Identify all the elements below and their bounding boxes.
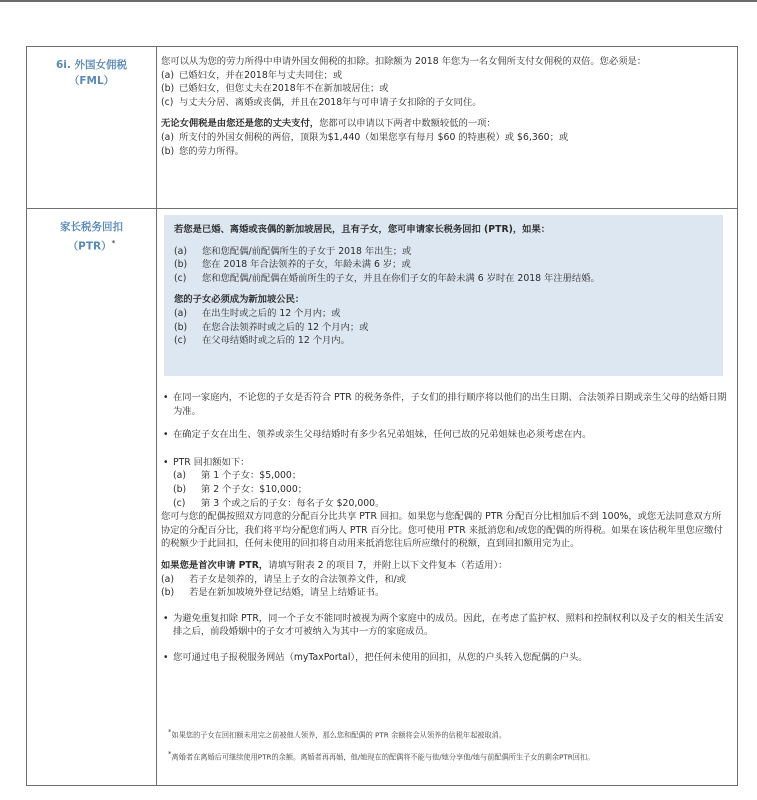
ptr-citizen-list <box>174 307 713 348</box>
fml-condition-b <box>161 82 729 96</box>
list-text: 已婚妇女，但您丈夫在2018年不在新加坡居住；或 <box>179 83 389 95</box>
list-key: (a) <box>161 573 174 585</box>
list-item <box>161 586 727 600</box>
bullet-text: 在确定子女在出生、领养或亲生父母结婚时有多少名兄弟姐妹，任何已故的兄弟姐妹也必须考虑在内。 <box>173 429 592 441</box>
list-text: 若子女是领养的，请呈上子女的合法领养文件，和/或 <box>189 573 406 585</box>
ptr-bullet-duplicate <box>161 612 727 639</box>
bullet-icon: • <box>163 429 169 441</box>
list-item <box>174 321 713 335</box>
fml-content <box>161 55 729 158</box>
list-key: (b) <box>174 321 188 333</box>
list-text: 已婚妇女，并在2018年与丈夫同住；或 <box>179 69 343 81</box>
bullet-icon: • <box>163 392 169 403</box>
list-key: (a) <box>174 307 187 319</box>
list-key: (a) <box>173 470 186 482</box>
list-item <box>174 307 713 321</box>
footnote-text: 如果您的子女在回扣额未用完之前被他人领养，那么您和配偶的 PTR 余额将会从领养的估税年起被取消。 <box>171 730 507 740</box>
list-text: 第 1 个子女：$5,000； <box>201 470 302 482</box>
list-text: 与丈夫分居、离婚或丧偶，并且在2018年与可申请子女扣除的子女同住。 <box>179 96 482 108</box>
list-key: (c) <box>161 96 174 108</box>
fml-condition-a <box>161 69 729 83</box>
list-item <box>161 573 727 587</box>
list-text: 您的劳力所得。 <box>179 145 245 157</box>
bullet-icon: • <box>163 456 169 468</box>
ptr-label-line2 <box>27 235 156 255</box>
fml-rule-rest: 您都可以申请以下两者中数额较低的一项： <box>319 118 496 130</box>
ptr-panel-title: 若您是已婚、离婚或丧偶的新加坡居民，且有子女，您可申请家长税务回扣 (PTR)，如果： <box>174 224 551 235</box>
ptr-bullet-transfer <box>161 651 727 665</box>
list-key: (c) <box>174 335 187 347</box>
bullet-icon: • <box>163 651 169 663</box>
fml-label-line1: 6i. 外国女佣税 <box>55 59 128 71</box>
ptr-first-claim <box>161 559 727 573</box>
list-key: (b) <box>161 145 175 157</box>
fml-label <box>27 57 156 89</box>
ptr-eligibility-panel <box>164 215 723 376</box>
list-text: 所支付的外国女佣税的两倍，顶限为$1,440（如果您享有每月 $60 的特惠税）或 $6,360；或 <box>179 131 569 143</box>
ptr-bullet-siblings <box>161 428 727 442</box>
footnote-star: * <box>168 750 172 758</box>
ptr-first-rest: 请填写附表 2 的项目 7，并附上以下文件复本（若适用）： <box>268 559 508 571</box>
list-text: 第 3 个或之后的子女：每名子女 $20,000。 <box>201 497 385 509</box>
list-item <box>174 245 713 259</box>
list-item <box>174 334 713 348</box>
list-key: (a) <box>161 69 174 81</box>
list-text: 在您合法领养时或之后的 12 个月内；或 <box>202 321 369 333</box>
info-table <box>26 46 738 786</box>
fml-intro: 您可以从为您的劳力所得中申请外国女佣税的扣除。扣除额为 2018 年您为一名女佣所支付女佣税的双倍。您必须是： <box>161 56 647 67</box>
list-key: (b) <box>161 587 175 599</box>
row-divider <box>27 208 737 209</box>
list-text: 您和您配偶/前配偶所生的子女于 2018 年出生；或 <box>202 245 412 257</box>
list-item <box>173 483 727 497</box>
list-item <box>173 497 727 511</box>
ptr-label-text: （PTR） <box>67 240 112 253</box>
column-divider <box>156 47 157 785</box>
list-item <box>174 258 713 272</box>
bullet-text: 在同一家庭内，不论您的子女是否符合 PTR 的税务条件，子女们的排行顺序将以他们的出生日期、合法领养日期或亲生父母的结婚日期为准。 <box>173 392 727 417</box>
ptr-content <box>161 381 727 665</box>
ptr-share-text: 您可与您的配偶按照双方同意的分配百分比共享 PTR 回扣。如果您与您配偶的 PTR 分配百分比相加后不到 100%，或您无法同意双方所协定的分配百分比，我们将平均分配您们两人 PTR 百分比。您可使用 PTR 来抵消您和/或您的配偶的所得税。如果在该估税年里您应缴付的税额少于此回扣，任何未使用的回扣将自动用来抵消您往后所应缴付的税额，直到回扣额用完为止。 <box>161 511 723 550</box>
ptr-panel-list <box>174 245 713 286</box>
ptr-citizen-title: 您的子女必须成为新加坡公民： <box>174 294 305 306</box>
list-text: 第 2 个子女：$10,000； <box>201 483 308 495</box>
ptr-bullet-order <box>161 391 727 418</box>
bullet-text: 您可通过电子报税服务网站（myTaxPortal），把任何未使用的回扣，从您的户头转入您配偶的户头。 <box>173 651 588 663</box>
list-text: 在出生时或之后的 12 个月内；或 <box>202 307 341 319</box>
list-key: (a) <box>174 245 187 257</box>
list-key: (b) <box>174 259 188 271</box>
fml-condition-c <box>161 96 729 110</box>
list-key: (c) <box>174 272 187 284</box>
ptr-bullet-rebates <box>161 456 727 510</box>
list-key: (b) <box>161 83 175 95</box>
fml-amount-a <box>161 131 729 145</box>
bullet-text: 为避免重复扣除 PTR，同一个子女不能同时被视为两个家庭中的成员。因此，在考虑了监护权、照料和控制权利以及子女的相关生活安排之后，前段婚姻中的子女才可被纳入为其中一方的家庭成员。 <box>173 612 724 638</box>
ptr-first-bold: 如果您是首次申请 PTR， <box>161 559 269 571</box>
list-text: 若是在新加坡境外登记结婚，请呈上结婚证书。 <box>189 587 385 599</box>
list-item <box>174 272 713 286</box>
list-key: (c) <box>173 497 186 509</box>
ptr-rebates-title: PTR 回扣额如下： <box>173 456 250 468</box>
bullet-icon: • <box>163 612 169 624</box>
list-key: (b) <box>173 483 187 495</box>
ptr-rebates-block <box>173 456 727 510</box>
footnote-star: * <box>168 728 172 736</box>
top-rule <box>0 0 757 2</box>
fml-rule-bold: 无论女佣税是由您还是您的丈夫支付， <box>161 118 320 130</box>
footnote-divorce <box>168 749 728 762</box>
footnote-text: 离婚者在离婚后可继续使用PTR的余额。离婚者再再婚，他/她现在的配偶将不能与他/她分享他/她与前配偶所生子女的剩余PTR回扣。 <box>171 752 595 762</box>
footnote-adoption <box>168 727 728 740</box>
ptr-label-line1: 家长税务回扣 <box>60 221 123 233</box>
fml-amount-b <box>161 145 729 159</box>
list-text: 您和您配偶/前配偶在婚前所生的子女，并且在你们子女的年龄未满 6 岁时在 2018 年注册结婚。 <box>202 272 600 284</box>
fml-rule <box>161 117 729 131</box>
ptr-label <box>27 219 156 255</box>
list-key: (a) <box>161 131 174 143</box>
fml-label-line2: （FML） <box>68 75 115 87</box>
list-item <box>173 469 727 483</box>
list-text: 在父母结婚时或之后的 12 个月内。 <box>202 335 350 347</box>
ptr-label-sup: * <box>111 239 116 247</box>
list-text: 您在 2018 年合法领养的子女，年龄未满 6 岁；或 <box>202 259 411 271</box>
